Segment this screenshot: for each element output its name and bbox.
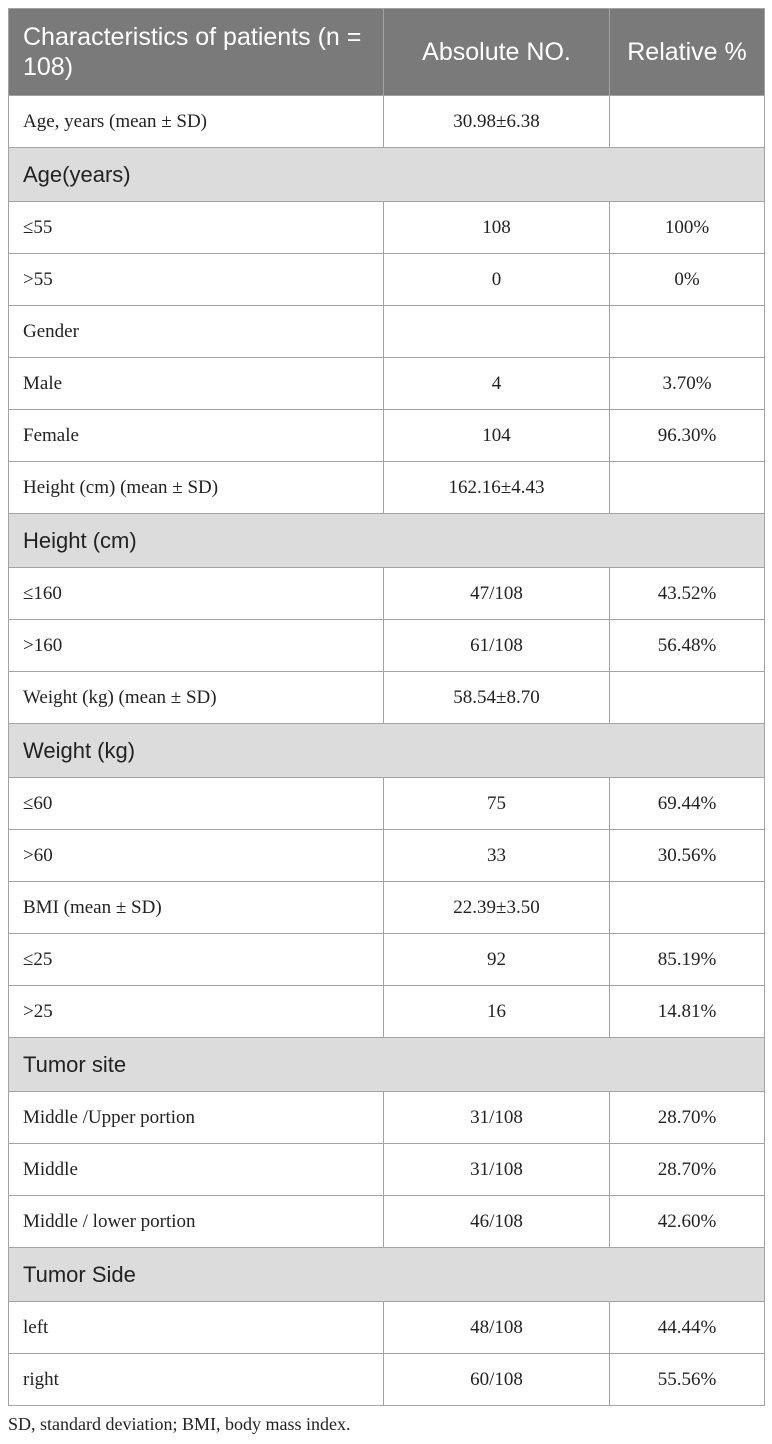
relative-percent-cell: 28.70% [610,1092,765,1144]
relative-percent-cell: 100% [610,202,765,254]
characteristic-cell: >160 [9,620,384,672]
absolute-no-cell: 48/108 [384,1302,610,1354]
characteristics-table [8,8,765,1406]
absolute-no-cell: 47/108 [384,568,610,620]
relative-percent-cell: 30.56% [610,830,765,882]
relative-percent-cell [610,462,765,514]
absolute-no-cell: 58.54±8.70 [384,672,610,724]
table-row [9,358,765,410]
section-header-row [9,1248,765,1302]
section-header-row [9,1038,765,1092]
absolute-no-cell: 4 [384,358,610,410]
section-label: Height (cm) [9,514,765,568]
section-header-row [9,724,765,778]
table-row [9,778,765,830]
table-row [9,1354,765,1406]
relative-percent-cell: 44.44% [610,1302,765,1354]
table-row [9,1092,765,1144]
header-characteristics: Characteristics of patients (n = 108) [9,9,384,96]
absolute-no-cell: 30.98±6.38 [384,96,610,148]
characteristic-cell: Age, years (mean ± SD) [9,96,384,148]
relative-percent-cell: 3.70% [610,358,765,410]
characteristic-cell: Middle [9,1144,384,1196]
absolute-no-cell: 92 [384,934,610,986]
table-row [9,410,765,462]
relative-percent-cell: 56.48% [610,620,765,672]
table-row [9,568,765,620]
absolute-no-cell: 104 [384,410,610,462]
characteristic-cell: Female [9,410,384,462]
absolute-no-cell: 0 [384,254,610,306]
table-row [9,96,765,148]
table-row [9,882,765,934]
absolute-no-cell: 46/108 [384,1196,610,1248]
section-label: Tumor Side [9,1248,765,1302]
table-header-row [9,9,765,96]
absolute-no-cell: 31/108 [384,1092,610,1144]
section-label: Age(years) [9,148,765,202]
table-row [9,462,765,514]
characteristic-cell: >60 [9,830,384,882]
relative-percent-cell: 55.56% [610,1354,765,1406]
characteristic-cell: Middle /Upper portion [9,1092,384,1144]
relative-percent-cell [610,306,765,358]
section-header-row [9,514,765,568]
absolute-no-cell: 61/108 [384,620,610,672]
characteristic-cell: Height (cm) (mean ± SD) [9,462,384,514]
relative-percent-cell [610,882,765,934]
characteristic-cell: Middle / lower portion [9,1196,384,1248]
header-absolute-no: Absolute NO. [384,9,610,96]
relative-percent-cell: 96.30% [610,410,765,462]
characteristic-cell: Gender [9,306,384,358]
absolute-no-cell: 75 [384,778,610,830]
table-body [9,96,765,1406]
absolute-no-cell: 108 [384,202,610,254]
characteristic-cell: left [9,1302,384,1354]
characteristic-cell: Male [9,358,384,410]
table-row [9,254,765,306]
absolute-no-cell [384,306,610,358]
characteristic-cell: >25 [9,986,384,1038]
relative-percent-cell: 14.81% [610,986,765,1038]
relative-percent-cell: 43.52% [610,568,765,620]
absolute-no-cell: 60/108 [384,1354,610,1406]
table-row [9,672,765,724]
section-header-row [9,148,765,202]
section-label: Tumor site [9,1038,765,1092]
header-relative-percent: Relative % [610,9,765,96]
characteristic-cell: ≤55 [9,202,384,254]
relative-percent-cell: 28.70% [610,1144,765,1196]
table-row [9,1144,765,1196]
table-footnote: SD, standard deviation; BMI, body mass index. [8,1414,351,1434]
table-row [9,830,765,882]
relative-percent-cell [610,672,765,724]
characteristic-cell: ≤160 [9,568,384,620]
relative-percent-cell: 0% [610,254,765,306]
section-label: Weight (kg) [9,724,765,778]
characteristic-cell: >55 [9,254,384,306]
table-row [9,1196,765,1248]
table-row [9,1302,765,1354]
relative-percent-cell: 69.44% [610,778,765,830]
table-row [9,986,765,1038]
characteristic-cell: right [9,1354,384,1406]
characteristic-cell: BMI (mean ± SD) [9,882,384,934]
absolute-no-cell: 162.16±4.43 [384,462,610,514]
absolute-no-cell: 16 [384,986,610,1038]
absolute-no-cell: 31/108 [384,1144,610,1196]
absolute-no-cell: 33 [384,830,610,882]
relative-percent-cell [610,96,765,148]
characteristic-cell: ≤60 [9,778,384,830]
table-row [9,934,765,986]
table-row [9,202,765,254]
table-row [9,306,765,358]
table-row [9,620,765,672]
characteristic-cell: Weight (kg) (mean ± SD) [9,672,384,724]
absolute-no-cell: 22.39±3.50 [384,882,610,934]
relative-percent-cell: 42.60% [610,1196,765,1248]
relative-percent-cell: 85.19% [610,934,765,986]
characteristic-cell: ≤25 [9,934,384,986]
